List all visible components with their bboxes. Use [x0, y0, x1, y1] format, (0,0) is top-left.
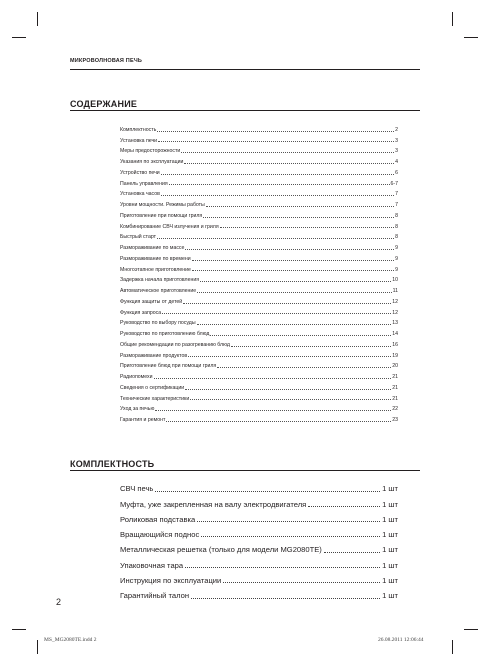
dot-leader: [161, 195, 394, 196]
package-list: [120, 478, 398, 600]
package-title: КОМПЛЕКТНОСТЬ: [70, 459, 155, 469]
toc-entry: [120, 230, 398, 241]
toc-entry-label: Установка печи: [120, 137, 158, 144]
toc-entry-label: Указания по эксплуатации: [120, 159, 184, 165]
package-item-label: Муфта, уже закрепленная на валу электродвигателя: [120, 499, 307, 509]
toc-entry: [120, 316, 398, 327]
toc-entry: [120, 240, 398, 251]
toc-entry-label: Размораживание по времени: [120, 255, 191, 262]
toc-entry-label: Комбинирование СВЧ излучения и гриля: [120, 223, 219, 230]
toc-entry-label: Гарантия и ремонт: [120, 417, 166, 423]
toc-entry: [120, 294, 398, 305]
package-item: [120, 478, 398, 493]
toc-entry: [120, 402, 398, 413]
toc-entry-label: Комплектность: [120, 126, 157, 133]
toc-entry-label: Приготовление блюд при помощи гриля: [120, 363, 217, 370]
package-item-label: Гарантийный талон: [120, 591, 190, 601]
toc-entry-page: 8: [395, 223, 398, 230]
toc-entry-page: 8: [395, 234, 398, 241]
toc-entry-page: 4: [395, 159, 398, 165]
page-number: 2: [56, 597, 62, 607]
crop-mark-bottom-right-h: [464, 629, 478, 630]
toc-entry: [120, 144, 398, 155]
dot-leader: [154, 378, 392, 379]
toc-entry-label: Устройство печи: [120, 169, 160, 176]
dot-leader: [223, 582, 380, 583]
toc-entry: [120, 326, 398, 337]
dot-leader: [190, 399, 391, 400]
toc-entry: [120, 305, 398, 316]
crop-mark-bottom-right-v: [452, 640, 453, 654]
dot-leader: [206, 206, 394, 207]
package-item-label: Инструкция по эксплуатации: [120, 576, 222, 586]
toc-entry-page: 9: [395, 266, 398, 273]
toc-entry: [120, 208, 398, 219]
header-rule: [70, 69, 420, 70]
dot-leader: [161, 174, 394, 175]
dot-leader: [155, 491, 380, 492]
dot-leader: [231, 346, 391, 347]
dot-leader: [308, 506, 380, 507]
toc-entry-label: Задержка начала приготовления: [120, 277, 200, 284]
dot-leader: [157, 131, 394, 132]
dot-leader: [166, 421, 391, 422]
package-item-label: Вращающийся поднос: [120, 530, 200, 540]
crop-mark-top-right-h: [464, 37, 478, 38]
toc-entry-label: Руководство по приготовлению блюд: [120, 331, 210, 337]
toc-entry-page: 6: [395, 169, 398, 176]
toc-entry: [120, 412, 398, 423]
package-item-label: Упаковочная тара: [120, 560, 184, 570]
toc-entry-label: Приготовление при помощи гриля: [120, 212, 203, 219]
toc-entry-page: 21: [392, 395, 398, 402]
toc-entry: [120, 359, 398, 370]
dot-leader: [183, 303, 391, 304]
toc-entry-label: Панель управления: [120, 180, 168, 187]
package-item: [120, 539, 398, 554]
dot-leader: [185, 389, 391, 390]
dot-leader: [162, 313, 391, 314]
toc-entry-page: 3: [395, 137, 398, 144]
toc-entry-page: 7: [395, 191, 398, 198]
toc-entry-page: 21: [392, 374, 398, 380]
dot-leader: [158, 141, 394, 142]
toc-entry-label: Размораживание продуктов: [120, 352, 188, 359]
toc-entry-page: 16: [392, 341, 398, 348]
toc-entry: [120, 187, 398, 198]
toc-entry: [120, 348, 398, 359]
dot-leader: [324, 552, 380, 553]
package-item-label: СВЧ печь: [120, 484, 154, 494]
toc-entry-label: Общие рекомендации по разогреванию блюд: [120, 341, 230, 348]
running-header: МИКРОВОЛНОВАЯ ПЕЧЬ: [70, 58, 143, 64]
dot-leader: [200, 281, 391, 282]
contents-title-rule: [70, 110, 420, 111]
dot-leader: [155, 410, 391, 411]
dot-leader: [184, 163, 394, 164]
package-item: [120, 585, 398, 600]
package-item: [120, 554, 398, 569]
crop-mark-bottom-left-v: [37, 640, 38, 654]
crop-mark-top-left-v: [37, 12, 38, 26]
package-item-qty: 1 шт: [382, 545, 398, 555]
toc-entry: [120, 337, 398, 348]
toc-entry-page: 21: [392, 384, 398, 391]
toc-entry-page: 2: [395, 126, 398, 133]
package-item-qty: 1 шт: [382, 530, 398, 540]
toc-entry-label: Функция запроса: [120, 309, 162, 316]
toc-entry-label: Функция защиты от детей: [120, 298, 183, 305]
toc-entry-page: 23: [392, 417, 398, 423]
toc-entry: [120, 154, 398, 165]
toc-entry-label: Многоэтапное приготовление: [120, 266, 191, 273]
toc-entry-page: 12: [392, 298, 398, 305]
toc-entry: [120, 197, 398, 208]
toc-entry-label: Автоматическое приготовление: [120, 288, 197, 294]
toc-entry-page: 9: [395, 255, 398, 262]
toc-entry: [120, 283, 398, 294]
dot-leader: [191, 598, 380, 599]
dot-leader: [201, 536, 380, 537]
toc-entry-page: 11: [392, 288, 398, 294]
dot-leader: [188, 356, 391, 357]
dot-leader: [181, 152, 394, 153]
package-item: [120, 509, 398, 524]
toc-entry-label: Быстрый старт: [120, 234, 156, 241]
package-title-rule: [70, 470, 420, 471]
slug-date: 26.08.2011 12:06:44: [378, 637, 424, 643]
toc-entry: [120, 380, 398, 391]
toc-entry: [120, 133, 398, 144]
dot-leader: [185, 567, 380, 568]
toc-entry-page: 20: [392, 363, 398, 370]
toc-entry: [120, 262, 398, 273]
dot-leader: [203, 217, 394, 218]
crop-mark-bottom-left-h: [12, 629, 26, 630]
slug-file-name: MS_MG2080TE.indd 2: [44, 637, 97, 643]
toc-entry-page: 13: [392, 320, 398, 327]
dot-leader: [192, 260, 394, 261]
package-item-qty: 1 шт: [382, 514, 398, 524]
toc-entry: [120, 251, 398, 262]
toc-entry-page: 14: [392, 331, 398, 337]
dot-leader: [197, 324, 392, 325]
package-item-qty: 1 шт: [382, 484, 398, 494]
toc-entry: [120, 369, 398, 380]
toc-entry-page: 12: [392, 309, 398, 316]
toc-entry-label: Технические характеристики: [120, 395, 190, 402]
dot-leader: [210, 335, 391, 336]
toc-entry-label: Размораживание по массе: [120, 245, 185, 251]
toc-entry: [120, 122, 398, 133]
dot-leader: [217, 367, 391, 368]
toc-entry: [120, 176, 398, 187]
dot-leader: [169, 184, 390, 185]
dot-leader: [157, 238, 394, 239]
package-item: [120, 493, 398, 508]
toc-entry: [120, 165, 398, 176]
toc-entry: [120, 391, 398, 402]
dot-leader: [192, 270, 394, 271]
toc-entry: [120, 273, 398, 284]
toc-entry-label: Меры предосторожности: [120, 148, 181, 155]
toc-entry-page: 3: [395, 148, 398, 155]
toc-entry: [120, 219, 398, 230]
toc-entry-page: 9: [395, 245, 398, 251]
package-item: [120, 524, 398, 539]
toc-entry-label: Радиопомехи: [120, 374, 153, 380]
package-item-qty: 1 шт: [382, 560, 398, 570]
dot-leader: [197, 521, 380, 522]
package-item-label: Металлическая решетка (только для модели MG2080TE): [120, 545, 322, 555]
toc-entry-page: 6-7: [390, 180, 398, 187]
package-item-qty: 1 шт: [382, 576, 398, 586]
toc-entry-page: 19: [392, 352, 398, 359]
toc-entry-label: Уровни мощности. Режимы работы: [120, 202, 205, 208]
dot-leader: [220, 227, 394, 228]
dot-leader: [185, 249, 394, 250]
toc-entry-label: Руководство по выбору посуды: [120, 320, 196, 327]
toc-entry-label: Сведения о сертификации: [120, 384, 185, 391]
package-item-qty: 1 шт: [382, 591, 398, 601]
toc-entry-page: 8: [395, 212, 398, 219]
table-of-contents: [120, 122, 398, 423]
dot-leader: [197, 292, 391, 293]
toc-entry-page: 7: [395, 202, 398, 208]
toc-entry-page: 10: [392, 277, 398, 284]
package-item: [120, 570, 398, 585]
package-item-label: Роликовая подставка: [120, 514, 196, 524]
package-item-qty: 1 шт: [382, 499, 398, 509]
crop-mark-top-left-h: [12, 37, 26, 38]
toc-entry-label: Установка часов: [120, 191, 160, 198]
toc-entry-page: 22: [392, 406, 398, 413]
toc-entry-label: Уход за печью: [120, 406, 155, 413]
crop-mark-top-right-v: [452, 12, 453, 26]
contents-title: СОДЕРЖАНИЕ: [70, 99, 138, 109]
